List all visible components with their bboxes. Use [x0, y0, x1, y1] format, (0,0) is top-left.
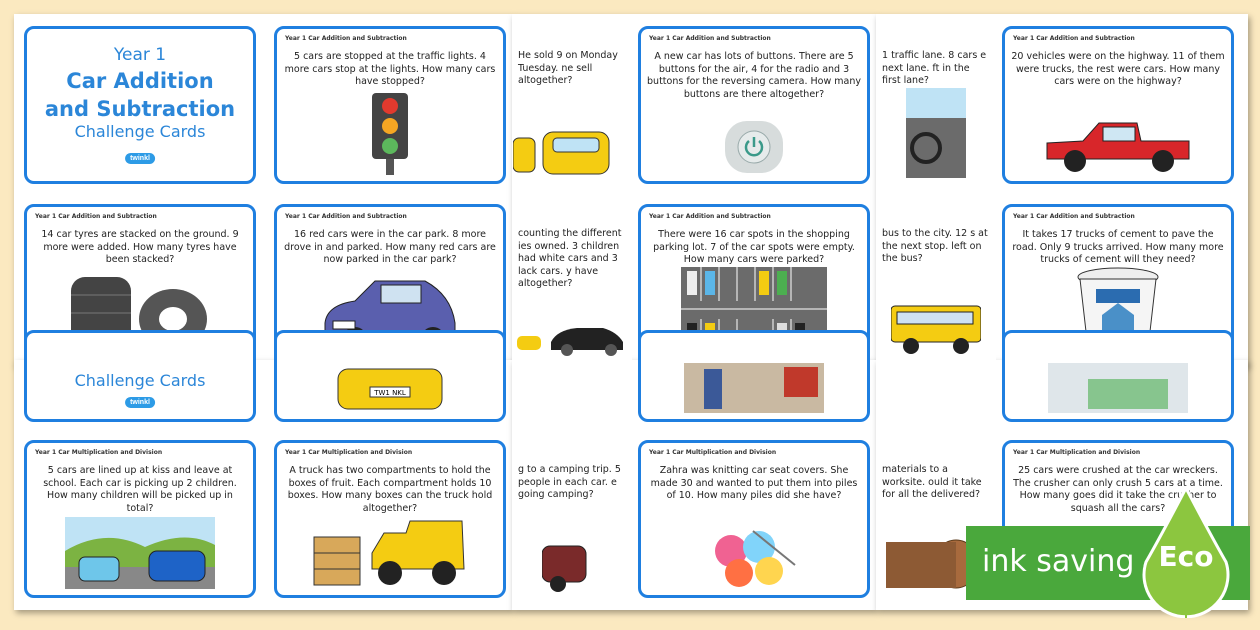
- card-header: Year 1 Car Multiplication and Division: [649, 449, 777, 456]
- card-header: Year 1 Car Addition and Subtraction: [285, 35, 407, 42]
- twinkl-logo-lower: twinkl: [125, 397, 155, 408]
- eco-label: Eco: [1158, 540, 1214, 573]
- card-buttons: [638, 26, 870, 184]
- garage-image: [641, 363, 867, 413]
- card-question: 1 traffic lane. 8 cars e next lane. ft in the first lane?: [882, 50, 987, 86]
- card-traffic-lane-partial: [876, 26, 996, 184]
- ink-saving-text: ink saving: [982, 544, 1135, 579]
- power-button-icon: [641, 119, 867, 175]
- card-sold-cars-partial: [512, 26, 624, 184]
- yellow-car-front-image: [277, 363, 503, 413]
- title-line-2: and Subtraction: [44, 97, 236, 121]
- traffic-light-icon: [277, 93, 503, 175]
- card-header: Year 1 Car Addition and Subtraction: [285, 213, 407, 220]
- card-yellow-car-hidden: [274, 330, 506, 422]
- camping-car-image: [512, 536, 632, 592]
- card-question: A new car has lots of buttons. There are 5 buttons for the air, 4 for the radio and 3 buttons for the reversing camera. How many buttons are there altogether?: [647, 51, 861, 100]
- card-camping-partial: [512, 440, 632, 598]
- card-question: 20 vehicles were on the highway. 11 of them were trucks, the rest were cars. How many cars were on the highway?: [1011, 51, 1225, 87]
- plate-text: TW1 NKL: [374, 389, 406, 397]
- title-heading: [27, 67, 253, 123]
- dashboard-image: [876, 88, 996, 178]
- card-question: It takes 17 trucks of cement to pave the road. Only 9 trucks arrived. How many more trucks of cement will they need?: [1012, 229, 1224, 265]
- card-knitting: [638, 440, 870, 598]
- red-pickup-truck-image: [1005, 115, 1231, 175]
- card-question: Zahra was knitting car seat covers. She made 30 and wanted to put them into piles of 10. How many piles did she have?: [650, 465, 858, 501]
- yellow-bus-image: [876, 300, 996, 356]
- eco-drop-icon: [1140, 488, 1232, 618]
- workshop-image: [1005, 363, 1231, 413]
- card-question: 16 red cars were in the car park. 8 more drove in and parked. How many red cars are now parked in the car park?: [284, 229, 496, 265]
- card-header: Year 1 Car Addition and Subtraction: [649, 213, 771, 220]
- yarn-balls-image: [641, 525, 867, 589]
- card-question: materials to a worksite. ould it take for all the delivered?: [882, 464, 982, 500]
- title-card: [24, 26, 256, 184]
- yellow-cars-image: [512, 118, 624, 178]
- card-header: Year 1 Car Addition and Subtraction: [1013, 213, 1135, 220]
- card-header: Year 1 Car Addition and Subtraction: [35, 213, 157, 220]
- card-kiss-and-leave: [24, 440, 256, 598]
- card-question: 5 cars are stopped at the traffic lights. 4 more cars stop at the lights. How many cars have stopped?: [284, 51, 496, 87]
- card-header: Year 1 Car Multiplication and Division: [1013, 449, 1141, 456]
- card-question: g to a camping trip. 5 people in each car. e going camping?: [518, 464, 621, 500]
- card-header: Year 1 Car Addition and Subtraction: [1013, 35, 1135, 42]
- card-workshop-hidden: [1002, 330, 1234, 422]
- card-question: 5 cars are lined up at kiss and leave at school. Each car is picking up 2 children. How many children will be picked up in total?: [43, 465, 237, 514]
- card-traffic-lights: [274, 26, 506, 184]
- card-question: There were 16 car spots in the shopping parking lot. 7 of the car spots were empty. How many cars were parked?: [653, 229, 855, 265]
- card-question: He sold 9 on Monday Tuesday. ne sell altogether?: [518, 50, 618, 86]
- cars-on-road-image: [27, 517, 253, 589]
- title-year: Year 1: [113, 45, 167, 65]
- twinkl-logo: twinkl: [125, 153, 155, 164]
- card-highway: [1002, 26, 1234, 184]
- card-truck-boxes: [274, 440, 506, 598]
- card-question: 14 car tyres are stacked on the ground. 9 more were added. How many tyres have been stacked?: [41, 229, 239, 265]
- card-question: bus to the city. 12 s at the next stop. left on the bus?: [882, 228, 988, 264]
- card-question: A truck has two compartments to hold the boxes of fruit. Each compartment holds 10 boxes. How many boxes can the truck hold altogether?: [287, 465, 493, 514]
- card-question: counting the different ies owned. 3 children had white cars and 3 lack cars. y have altogether?: [518, 228, 622, 289]
- lower-title-card: [24, 330, 256, 422]
- card-question: 25 cars were crushed at the car wreckers. The crusher can only crush 5 cars at a time. How many goes did it take the crusher to squash all the cars?: [1013, 465, 1223, 514]
- card-bus-partial: [876, 204, 996, 362]
- title-subtitle: Challenge Cards: [74, 122, 206, 141]
- card-garage-hidden: [638, 330, 870, 422]
- card-header: Year 1 Car Multiplication and Division: [285, 449, 413, 456]
- lower-title-subtitle: Challenge Cards: [74, 371, 206, 390]
- card-header: Year 1 Car Addition and Subtraction: [649, 35, 771, 42]
- title-line-1: Car Addition: [66, 69, 214, 93]
- black-car-image: [512, 320, 632, 356]
- card-colour-cars-partial: [512, 204, 632, 362]
- truck-with-boxes-image: [277, 513, 503, 589]
- card-header: Year 1 Car Multiplication and Division: [35, 449, 163, 456]
